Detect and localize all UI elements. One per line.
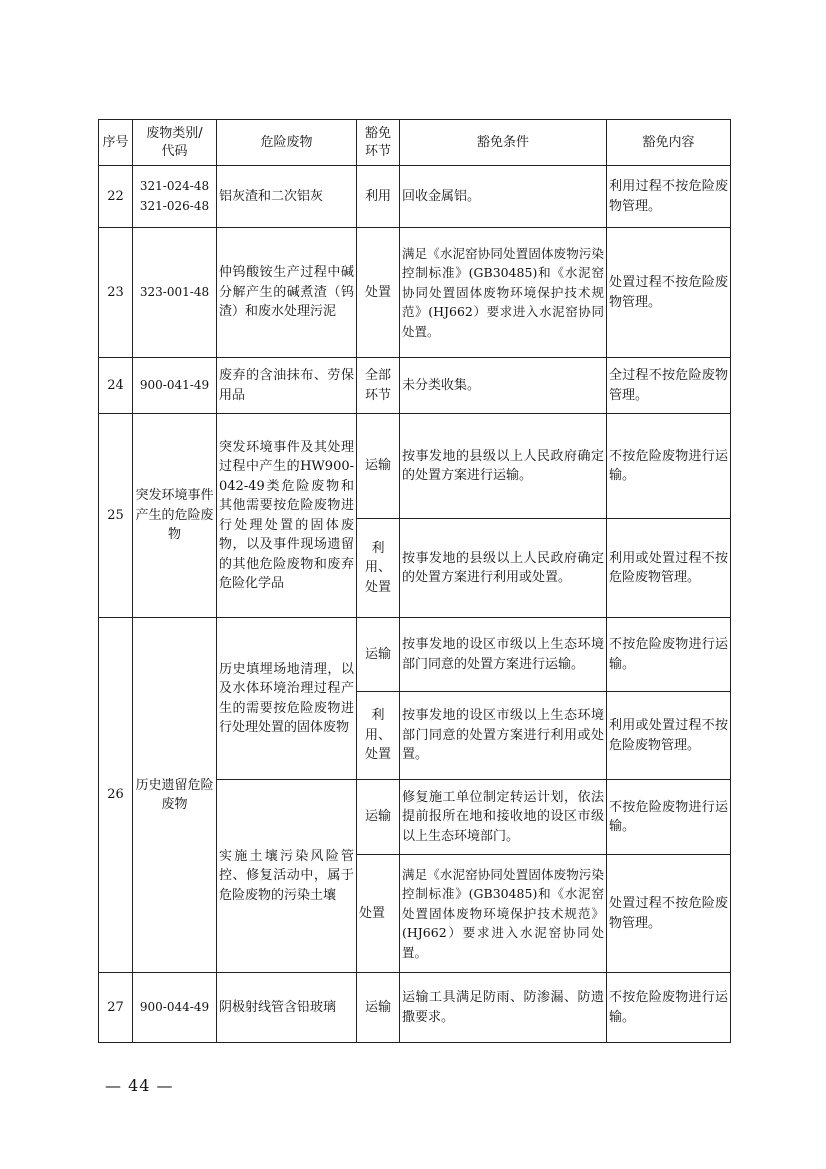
exempt-content: 利用或处置过程不按危险废物管理。 [607,519,731,618]
waste-name: 突发环境事件及其处理过程中产生的HW900-042-49类危险废物和其他需要按危险废物进行处理处置的固体废物，以及事件现场遗留的其他危险废物和废弃危险化学品 [217,414,357,618]
exempt-condition: 运输工具满足防雨、防渗漏、防遗撒要求。 [400,973,607,1043]
exempt-condition: 按事发地的设区市级以上生态环境部门同意的处置方案进行运输。 [400,618,607,692]
page-number: — 44 — [105,1076,174,1095]
waste-category: 突发环境事件产生的危险废物 [133,414,217,618]
exempt-condition: 按事发地的设区市级以上生态环境部门同意的处置方案进行利用或处置。 [400,692,607,780]
exemption-table [98,119,731,1043]
waste-name: 铝灰渣和二次铝灰 [217,166,357,228]
exempt-condition: 满足《水泥窑协同处置固体废物污染控制标准》(GB30485)和《水泥窑处置固体废物环境保护技术规范》(HJ662）要求进入水泥窑协同处置。 [400,855,607,973]
row-number: 24 [99,358,133,414]
waste-name: 废弃的含油抹布、劳保用品 [217,358,357,414]
row-number: 23 [99,228,133,358]
row-number: 27 [99,973,133,1043]
exempt-stage: 利用、处置 [357,519,400,618]
exempt-stage: 运输 [357,414,400,519]
waste-code: 321-024-48 321-026-48 [133,166,217,228]
header-code: 废物类别/ 代码 [133,120,217,166]
row-number: 26 [99,618,133,973]
row-number: 22 [99,166,133,228]
exempt-stage: 运输 [357,618,400,692]
table-row [99,166,731,228]
exempt-content: 利用过程不按危险废物管理。 [607,166,731,228]
waste-code: 900-044-49 [133,973,217,1043]
table-row [99,358,731,414]
waste-name: 仲钨酸铵生产过程中碱分解产生的碱煮渣（钨渣）和废水处理污泥 [217,228,357,358]
waste-code: 900-041-49 [133,358,217,414]
exempt-stage: 处置 [357,855,400,973]
exempt-content: 不按危险废物进行运输。 [607,973,731,1043]
waste-name: 实施土壤污染风险管控、修复活动中，属于危险废物的污染土壤 [217,780,357,973]
header-no: 序号 [99,120,133,166]
exempt-stage: 利用、处置 [357,692,400,780]
waste-name: 历史填埋场地清理，以及水体环境治理过程产生的需要按危险废物进行处理处置的固体废物 [217,618,357,780]
row-number: 25 [99,414,133,618]
waste-name: 阴极射线管含铅玻璃 [217,973,357,1043]
exempt-condition: 满足《水泥窑协同处置固体废物污染控制标准》(GB30485)和《水泥窑协同处置固体废物环境保护技术规范》(HJ662）要求进入水泥窑协同处置。 [400,228,607,358]
waste-category: 历史遗留危险废物 [133,618,217,973]
exempt-content: 不按危险废物进行运输。 [607,780,731,855]
table-row [99,618,731,692]
exempt-content: 处置过程不按危险废物管理。 [607,228,731,358]
exempt-content: 不按危险废物进行运输。 [607,618,731,692]
exempt-condition: 按事发地的县级以上人民政府确定的处置方案进行运输。 [400,414,607,519]
exempt-stage: 利用 [357,166,400,228]
exempt-stage: 运输 [357,973,400,1043]
table-header-row [99,120,731,166]
exempt-content: 全过程不按危险废物管理。 [607,358,731,414]
exempt-stage: 处置 [357,228,400,358]
exempt-stage: 运输 [357,780,400,855]
table-row [99,228,731,358]
exempt-stage: 全部 环节 [357,358,400,414]
table-row [99,414,731,519]
exempt-content: 利用或处置过程不按危险废物管理。 [607,692,731,780]
header-stage: 豁免 环节 [357,120,400,166]
exempt-condition: 未分类收集。 [400,358,607,414]
exempt-content: 不按危险废物进行运输。 [607,414,731,519]
table-row [99,973,731,1043]
header-content: 豁免内容 [607,120,731,166]
exempt-condition: 修复施工单位制定转运计划，依法提前报所在地和接收地的设区市级以上生态环境部门。 [400,780,607,855]
exempt-content: 处置过程不按危险废物管理。 [607,855,731,973]
waste-code: 323-001-48 [133,228,217,358]
exempt-condition: 回收金属铝。 [400,166,607,228]
header-waste: 危险废物 [217,120,357,166]
exempt-condition: 按事发地的县级以上人民政府确定的处置方案进行利用或处置。 [400,519,607,618]
header-condition: 豁免条件 [400,120,607,166]
